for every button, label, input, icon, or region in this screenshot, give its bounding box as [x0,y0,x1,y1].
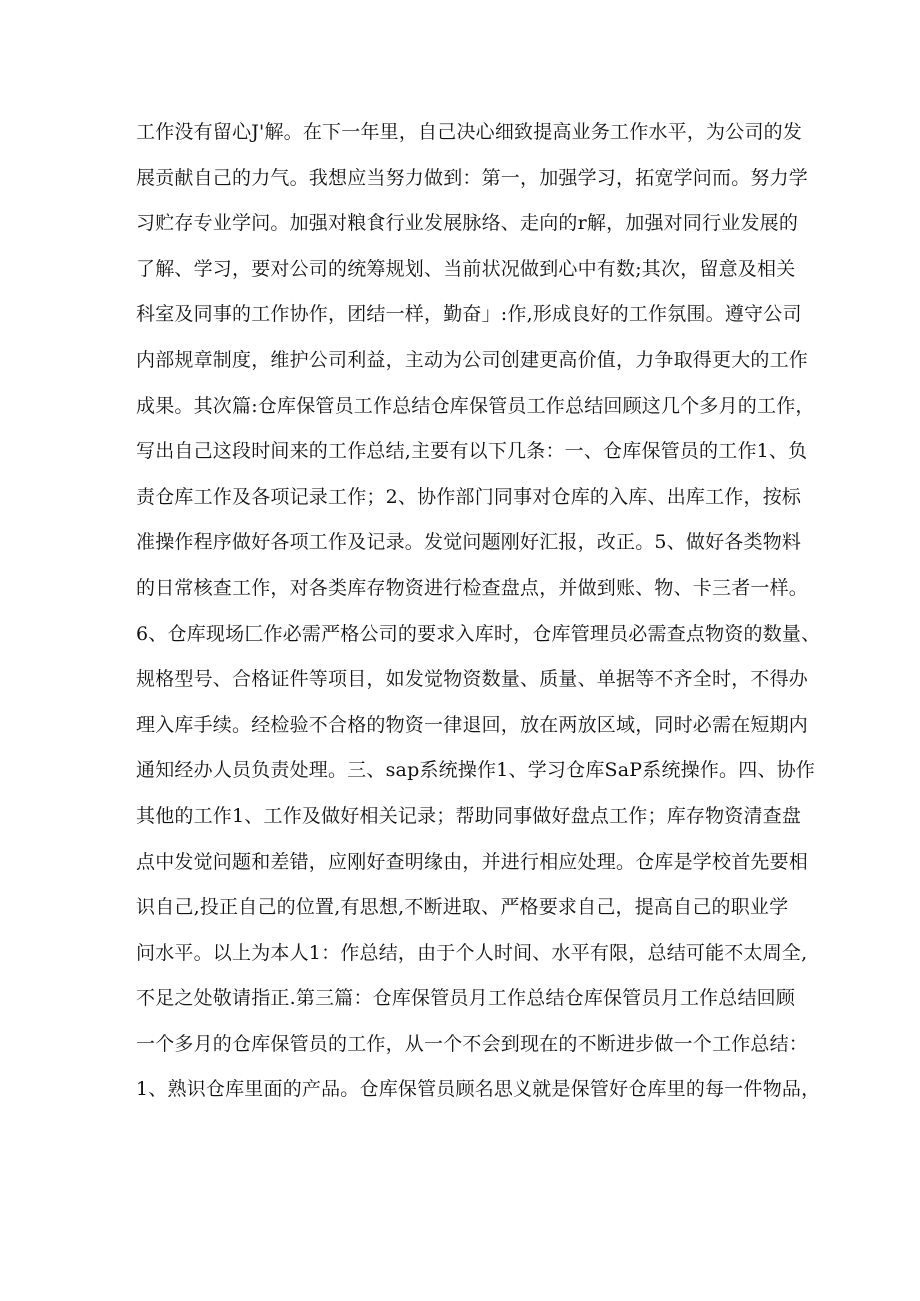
text-line-17: 点中发觉问题和差错，应刚好查明缘由，并进行相应处理。仓库是学校首先要相 [136,850,809,873]
text-line-4: 了解、学习，要对公司的统筹规划、当前状况做到心中有数;其次，留意及相关 [136,257,796,280]
text-line-8: 写出自己这段时间来的工作总结,主要有以下几条：一、仓库保管员的工作1、负 [136,440,808,463]
text-line-16: 其他的工作1、工作及做好相关记录；帮助同事做好盘点工作；库存物资清查盘 [136,804,802,827]
text-line-14: 理入库手续。经检验不合格的物资一律退回，放在两放区域，同时必需在短期内 [136,713,809,736]
text-line-6: 内部规章制度，维护公司利益，主动为公司创建更高价值，力争取得更大的工作 [136,348,809,371]
text-line-1: 工作没有留心J'解。在下一年里，自己决心细致提高业务工作水平，为公司的发 [136,121,803,143]
text-line-22: 1、熟识仓库里面的产品。仓库保管员顾名思义就是保管好仓库里的每一件物品， [136,1078,821,1101]
text-line-18: 识自己,投正自己的位置,有思想,不断进取、严格要求自己，提高自己的职业学 [136,896,789,919]
body-text [136,110,821,1113]
text-line-11: 的日常核查工作，对各类库存物资进行检查盘点，并做到账、物、卡三者一样。 [136,576,809,599]
text-line-21: 一个多月的仓库保管员的工作，从一个不会到现在的不断进步做一个工作总结： [136,1032,809,1055]
text-line-20: 不足之处敬请指正.第三篇：仓库保管员月工作总结仓库保管员月工作总结回顾 [136,987,796,1010]
text-line-5: 科室及同事的工作协作，团结一样，勤奋」:作,形成良好的工作氛围。遵守公司 [136,303,802,326]
text-line-9: 责仓库工作及各项记录工作；2、协作部门同事对仓库的入库、出库工作，按标 [136,485,802,508]
text-line-7: 成果。其次篇:仓库保管员工作总结仓库保管员工作总结回顾这几个多月的工作， [136,394,815,417]
text-line-10: 准操作程序做好各项工作及记录。发觉问题刚好汇报，改正。5、做好各类物料 [136,531,802,554]
text-line-19: 问水平。以上为本人1：作总结，由于个人时间、水平有限，总结可能不太周全, [136,941,808,964]
text-line-13: 规格型号、合格证件等项目，如发觉物资数量、质量、单据等不齐全时，不得办 [136,668,809,691]
text-line-12: 6、仓库现场匚作必需严格公司的要求入库时，仓库管理员必需查点物资的数量、 [136,622,821,645]
text-line-2: 展贡献自己的力气。我想应当努力做到：第一，加强学习，拓宽学问而。努力学 [136,166,809,189]
text-line-3: 习贮存专业学问。加强对粮食行业发展脉络、走向的r解，加强对同行业发展的 [136,212,799,235]
text-line-15: 通知经办人员负责处理。三、sap系统操作1、学习仓库SaP系统操作。四、协作 [136,759,816,782]
